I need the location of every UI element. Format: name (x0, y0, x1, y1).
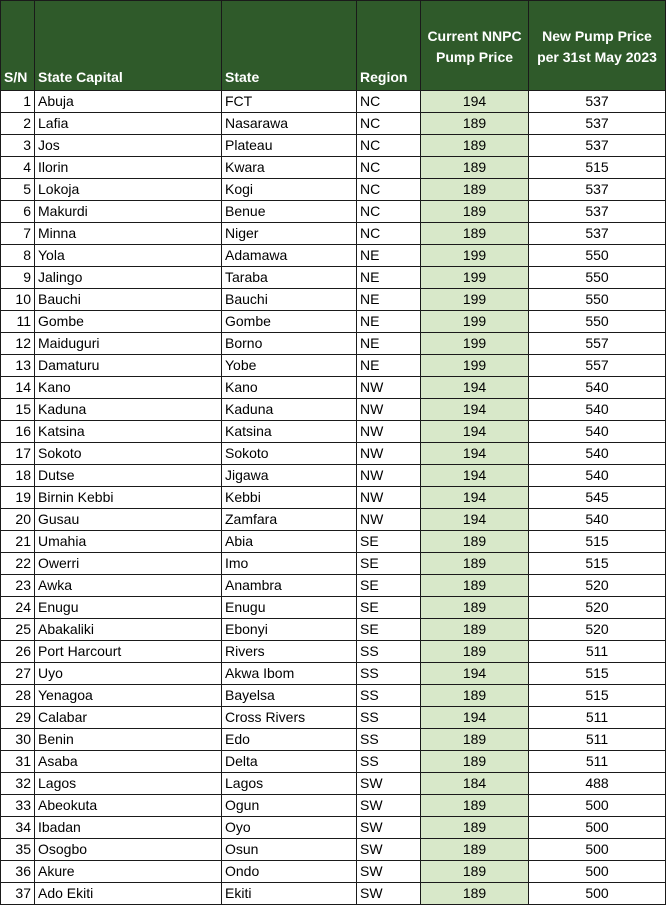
cell-state: Kano (222, 377, 357, 399)
cell-current-price: 194 (421, 443, 529, 465)
cell-region: SS (357, 663, 421, 685)
cell-sn: 32 (1, 773, 35, 795)
cell-state: Taraba (222, 267, 357, 289)
cell-current-price: 189 (421, 729, 529, 751)
header-new-price: New Pump Price per 31st May 2023 (529, 1, 666, 91)
cell-new-price: 488 (529, 773, 666, 795)
table-row (1, 91, 666, 113)
cell-new-price: 537 (529, 113, 666, 135)
cell-region: SE (357, 597, 421, 619)
cell-current-price: 189 (421, 839, 529, 861)
table-row (1, 729, 666, 751)
cell-current-price: 199 (421, 289, 529, 311)
cell-sn: 18 (1, 465, 35, 487)
cell-region: SE (357, 575, 421, 597)
cell-state-capital: Jalingo (35, 267, 222, 289)
table-row (1, 553, 666, 575)
cell-region: NW (357, 421, 421, 443)
cell-sn: 28 (1, 685, 35, 707)
table-row (1, 223, 666, 245)
cell-region: NC (357, 113, 421, 135)
cell-new-price: 540 (529, 377, 666, 399)
cell-new-price: 540 (529, 399, 666, 421)
cell-region: SW (357, 773, 421, 795)
cell-state-capital: Ibadan (35, 817, 222, 839)
cell-current-price: 189 (421, 553, 529, 575)
cell-new-price: 557 (529, 355, 666, 377)
cell-state: Kebbi (222, 487, 357, 509)
cell-state-capital: Katsina (35, 421, 222, 443)
cell-current-price: 194 (421, 509, 529, 531)
cell-region: NC (357, 91, 421, 113)
cell-state-capital: Lafia (35, 113, 222, 135)
cell-state: Imo (222, 553, 357, 575)
cell-state: Edo (222, 729, 357, 751)
cell-state-capital: Kaduna (35, 399, 222, 421)
cell-region: NC (357, 201, 421, 223)
cell-state-capital: Lagos (35, 773, 222, 795)
table-row (1, 135, 666, 157)
cell-current-price: 189 (421, 135, 529, 157)
cell-state-capital: Gombe (35, 311, 222, 333)
cell-state: Anambra (222, 575, 357, 597)
cell-sn: 20 (1, 509, 35, 531)
cell-sn: 9 (1, 267, 35, 289)
cell-sn: 29 (1, 707, 35, 729)
cell-state: Kogi (222, 179, 357, 201)
cell-state: Adamawa (222, 245, 357, 267)
cell-state: Plateau (222, 135, 357, 157)
cell-state-capital: Abuja (35, 91, 222, 113)
cell-state: Katsina (222, 421, 357, 443)
cell-sn: 16 (1, 421, 35, 443)
cell-state: Yobe (222, 355, 357, 377)
table-row (1, 861, 666, 883)
cell-state: Bayelsa (222, 685, 357, 707)
cell-state: Ondo (222, 861, 357, 883)
cell-current-price: 189 (421, 685, 529, 707)
cell-current-price: 194 (421, 707, 529, 729)
cell-sn: 10 (1, 289, 35, 311)
cell-state-capital: Maiduguri (35, 333, 222, 355)
cell-region: NW (357, 509, 421, 531)
cell-new-price: 540 (529, 421, 666, 443)
cell-current-price: 189 (421, 751, 529, 773)
cell-region: NE (357, 245, 421, 267)
cell-region: SS (357, 707, 421, 729)
cell-state-capital: Uyo (35, 663, 222, 685)
cell-region: NW (357, 465, 421, 487)
cell-new-price: 540 (529, 509, 666, 531)
cell-new-price: 511 (529, 751, 666, 773)
cell-current-price: 194 (421, 91, 529, 113)
cell-region: NW (357, 399, 421, 421)
cell-region: SW (357, 817, 421, 839)
cell-new-price: 540 (529, 443, 666, 465)
cell-current-price: 199 (421, 333, 529, 355)
cell-current-price: 189 (421, 795, 529, 817)
cell-state-capital: Dutse (35, 465, 222, 487)
cell-new-price: 511 (529, 707, 666, 729)
cell-state: Gombe (222, 311, 357, 333)
cell-state: Delta (222, 751, 357, 773)
cell-state: Zamfara (222, 509, 357, 531)
cell-current-price: 189 (421, 575, 529, 597)
cell-new-price: 537 (529, 91, 666, 113)
cell-region: SS (357, 685, 421, 707)
cell-state-capital: Osogbo (35, 839, 222, 861)
cell-current-price: 189 (421, 179, 529, 201)
cell-current-price: 199 (421, 311, 529, 333)
header-row (1, 1, 666, 91)
cell-region: SW (357, 839, 421, 861)
cell-sn: 35 (1, 839, 35, 861)
cell-current-price: 199 (421, 355, 529, 377)
table-row (1, 663, 666, 685)
cell-state: Niger (222, 223, 357, 245)
cell-sn: 22 (1, 553, 35, 575)
cell-new-price: 520 (529, 619, 666, 641)
table-row (1, 773, 666, 795)
cell-state-capital: Awka (35, 575, 222, 597)
header-sn: S/N (1, 1, 35, 91)
cell-sn: 21 (1, 531, 35, 553)
table-row (1, 597, 666, 619)
cell-new-price: 515 (529, 663, 666, 685)
cell-state-capital: Yenagoa (35, 685, 222, 707)
cell-state-capital: Ilorin (35, 157, 222, 179)
cell-new-price: 515 (529, 531, 666, 553)
table-row (1, 509, 666, 531)
table-row (1, 113, 666, 135)
cell-state: Enugu (222, 597, 357, 619)
cell-current-price: 189 (421, 113, 529, 135)
cell-current-price: 189 (421, 531, 529, 553)
cell-region: SE (357, 619, 421, 641)
cell-sn: 24 (1, 597, 35, 619)
table-body (1, 91, 666, 905)
table-row (1, 179, 666, 201)
table-row (1, 377, 666, 399)
cell-state: Ekiti (222, 883, 357, 905)
cell-current-price: 189 (421, 619, 529, 641)
table-row (1, 685, 666, 707)
cell-sn: 4 (1, 157, 35, 179)
cell-state-capital: Owerri (35, 553, 222, 575)
cell-sn: 19 (1, 487, 35, 509)
header-state: State (222, 1, 357, 91)
table-row (1, 619, 666, 641)
cell-sn: 6 (1, 201, 35, 223)
cell-region: NC (357, 157, 421, 179)
table-row (1, 531, 666, 553)
cell-current-price: 189 (421, 861, 529, 883)
cell-current-price: 189 (421, 597, 529, 619)
cell-state: Sokoto (222, 443, 357, 465)
cell-state: Abia (222, 531, 357, 553)
cell-new-price: 515 (529, 157, 666, 179)
cell-state-capital: Kano (35, 377, 222, 399)
cell-region: SW (357, 883, 421, 905)
cell-new-price: 500 (529, 861, 666, 883)
cell-state-capital: Abeokuta (35, 795, 222, 817)
table-row (1, 839, 666, 861)
cell-state-capital: Umahia (35, 531, 222, 553)
table-row (1, 817, 666, 839)
cell-new-price: 550 (529, 311, 666, 333)
table-row (1, 201, 666, 223)
table-row (1, 399, 666, 421)
cell-sn: 7 (1, 223, 35, 245)
cell-current-price: 194 (421, 421, 529, 443)
cell-new-price: 500 (529, 795, 666, 817)
cell-state-capital: Sokoto (35, 443, 222, 465)
header-state-capital: State Capital (35, 1, 222, 91)
cell-current-price: 189 (421, 157, 529, 179)
cell-sn: 8 (1, 245, 35, 267)
cell-state: Ogun (222, 795, 357, 817)
cell-region: SE (357, 531, 421, 553)
cell-region: SW (357, 861, 421, 883)
cell-state-capital: Enugu (35, 597, 222, 619)
cell-sn: 33 (1, 795, 35, 817)
cell-state-capital: Makurdi (35, 201, 222, 223)
cell-current-price: 194 (421, 465, 529, 487)
cell-state-capital: Gusau (35, 509, 222, 531)
cell-new-price: 537 (529, 135, 666, 157)
cell-sn: 15 (1, 399, 35, 421)
cell-state: Benue (222, 201, 357, 223)
table-row (1, 465, 666, 487)
cell-sn: 13 (1, 355, 35, 377)
cell-new-price: 550 (529, 245, 666, 267)
cell-new-price: 550 (529, 289, 666, 311)
cell-new-price: 557 (529, 333, 666, 355)
cell-region: SW (357, 795, 421, 817)
cell-current-price: 189 (421, 641, 529, 663)
cell-state: Kwara (222, 157, 357, 179)
table-row (1, 487, 666, 509)
cell-new-price: 500 (529, 883, 666, 905)
cell-new-price: 537 (529, 201, 666, 223)
cell-state: Rivers (222, 641, 357, 663)
table-row (1, 443, 666, 465)
cell-state-capital: Minna (35, 223, 222, 245)
table-row (1, 575, 666, 597)
cell-region: NE (357, 289, 421, 311)
cell-state: FCT (222, 91, 357, 113)
cell-new-price: 520 (529, 575, 666, 597)
header-current-price: Current NNPC Pump Price (421, 1, 529, 91)
cell-region: NC (357, 135, 421, 157)
cell-sn: 25 (1, 619, 35, 641)
cell-state-capital: Port Harcourt (35, 641, 222, 663)
cell-state-capital: Asaba (35, 751, 222, 773)
table-row (1, 311, 666, 333)
table-row (1, 751, 666, 773)
table-header (1, 1, 666, 91)
cell-sn: 31 (1, 751, 35, 773)
cell-region: NW (357, 487, 421, 509)
cell-region: SE (357, 553, 421, 575)
table-row (1, 641, 666, 663)
cell-new-price: 537 (529, 223, 666, 245)
cell-new-price: 520 (529, 597, 666, 619)
cell-state-capital: Akure (35, 861, 222, 883)
cell-state: Lagos (222, 773, 357, 795)
cell-sn: 17 (1, 443, 35, 465)
cell-state: Borno (222, 333, 357, 355)
cell-state: Jigawa (222, 465, 357, 487)
cell-current-price: 184 (421, 773, 529, 795)
cell-sn: 23 (1, 575, 35, 597)
cell-current-price: 189 (421, 883, 529, 905)
cell-sn: 36 (1, 861, 35, 883)
cell-new-price: 515 (529, 553, 666, 575)
cell-current-price: 189 (421, 201, 529, 223)
cell-region: NW (357, 377, 421, 399)
cell-state: Osun (222, 839, 357, 861)
cell-sn: 5 (1, 179, 35, 201)
table-row (1, 245, 666, 267)
cell-state-capital: Abakaliki (35, 619, 222, 641)
cell-new-price: 545 (529, 487, 666, 509)
cell-sn: 2 (1, 113, 35, 135)
cell-current-price: 194 (421, 399, 529, 421)
cell-region: SS (357, 641, 421, 663)
cell-state: Nasarawa (222, 113, 357, 135)
cell-state-capital: Calabar (35, 707, 222, 729)
cell-region: NC (357, 179, 421, 201)
cell-region: NE (357, 333, 421, 355)
table-row (1, 333, 666, 355)
cell-current-price: 194 (421, 377, 529, 399)
table-row (1, 707, 666, 729)
cell-sn: 37 (1, 883, 35, 905)
cell-sn: 34 (1, 817, 35, 839)
cell-region: NW (357, 443, 421, 465)
table-row (1, 289, 666, 311)
cell-state: Oyo (222, 817, 357, 839)
table-row (1, 157, 666, 179)
cell-sn: 11 (1, 311, 35, 333)
cell-state-capital: Birnin Kebbi (35, 487, 222, 509)
cell-new-price: 540 (529, 465, 666, 487)
cell-new-price: 537 (529, 179, 666, 201)
cell-state-capital: Bauchi (35, 289, 222, 311)
cell-region: SS (357, 729, 421, 751)
table-row (1, 795, 666, 817)
cell-sn: 27 (1, 663, 35, 685)
cell-current-price: 189 (421, 223, 529, 245)
table-row (1, 883, 666, 905)
cell-new-price: 550 (529, 267, 666, 289)
table-row (1, 421, 666, 443)
cell-state-capital: Benin (35, 729, 222, 751)
cell-current-price: 194 (421, 487, 529, 509)
cell-state: Kaduna (222, 399, 357, 421)
cell-sn: 30 (1, 729, 35, 751)
cell-state-capital: Ado Ekiti (35, 883, 222, 905)
cell-current-price: 199 (421, 267, 529, 289)
cell-region: SS (357, 751, 421, 773)
cell-current-price: 189 (421, 817, 529, 839)
cell-current-price: 199 (421, 245, 529, 267)
cell-region: NE (357, 355, 421, 377)
cell-new-price: 500 (529, 817, 666, 839)
cell-new-price: 511 (529, 729, 666, 751)
cell-sn: 14 (1, 377, 35, 399)
cell-state-capital: Damaturu (35, 355, 222, 377)
cell-state-capital: Jos (35, 135, 222, 157)
cell-new-price: 515 (529, 685, 666, 707)
table-row (1, 267, 666, 289)
cell-state: Cross Rivers (222, 707, 357, 729)
cell-sn: 26 (1, 641, 35, 663)
cell-state: Ebonyi (222, 619, 357, 641)
cell-state: Akwa Ibom (222, 663, 357, 685)
cell-region: NC (357, 223, 421, 245)
cell-sn: 3 (1, 135, 35, 157)
table-row (1, 355, 666, 377)
header-region: Region (357, 1, 421, 91)
cell-state-capital: Lokoja (35, 179, 222, 201)
cell-new-price: 511 (529, 641, 666, 663)
cell-new-price: 500 (529, 839, 666, 861)
cell-sn: 1 (1, 91, 35, 113)
cell-current-price: 194 (421, 663, 529, 685)
cell-region: NE (357, 311, 421, 333)
cell-sn: 12 (1, 333, 35, 355)
cell-state-capital: Yola (35, 245, 222, 267)
cell-region: NE (357, 267, 421, 289)
cell-state: Bauchi (222, 289, 357, 311)
